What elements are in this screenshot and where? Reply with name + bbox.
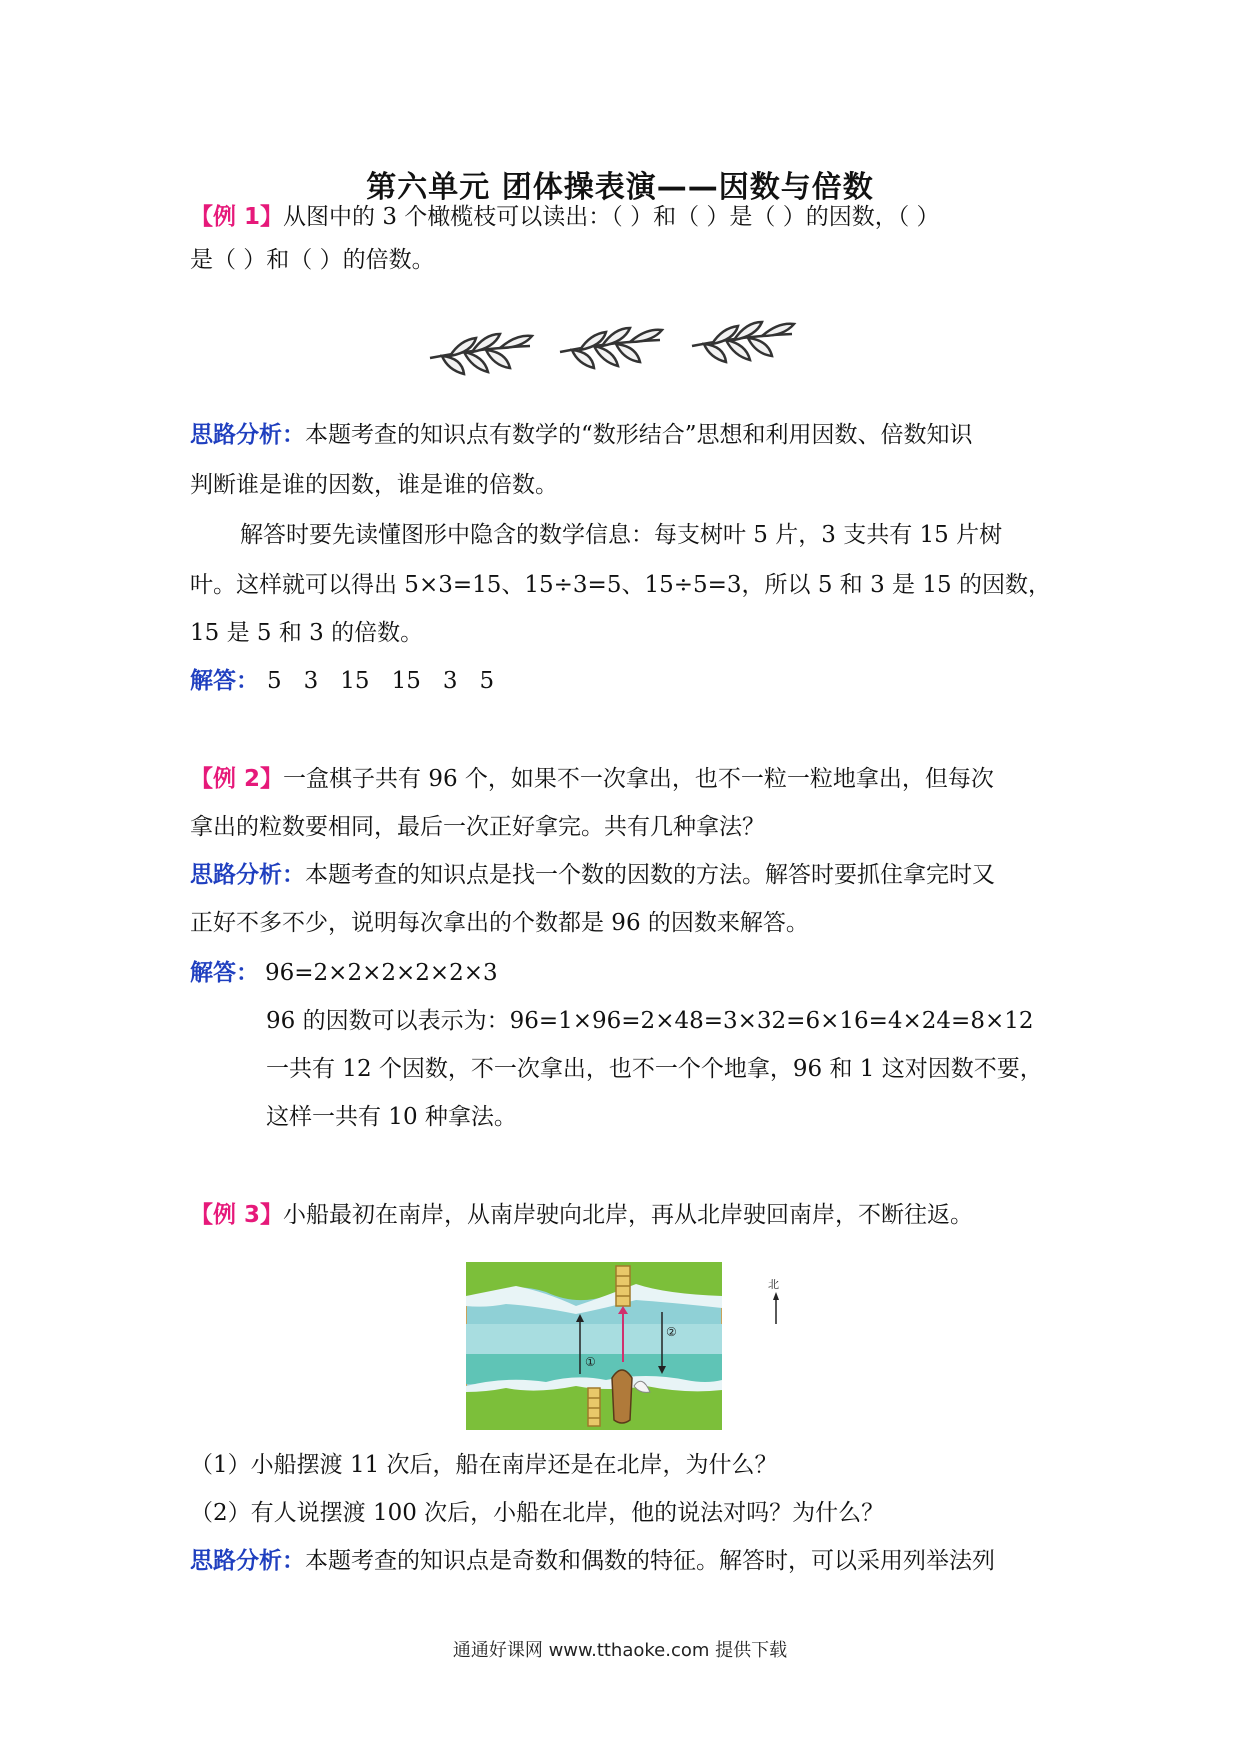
ex2-answer-line2: 96 的因数可以表示为：96=1×96=2×48=3×32=6×16=4×24=8×12 (266, 1008, 1034, 1034)
ex3-analysis-text1: 本题考查的知识点是奇数和偶数的特征。解答时，可以采用列举法列 (305, 1548, 995, 1574)
compass-north-label: 北 (768, 1278, 779, 1291)
ex2-answer-line1 (190, 956, 1060, 990)
ex2-answer-text1: 96=2×2×2×2×2×3 (265, 960, 498, 986)
ex3-subquestion-2: （2）有人说摆渡 100 次后，小船在北岸，他的说法对吗？为什么？ (190, 1500, 885, 1526)
ex2-question-line2: 拿出的粒数要相同，最后一次正好拿完。共有几种拿法？ (190, 814, 765, 840)
ex2-answer-label: 解答： (190, 960, 259, 986)
ex2-answer-line4: 这样一共有 10 种拿法。 (266, 1104, 517, 1130)
olive-branch-2 (560, 328, 662, 368)
north-compass (764, 1276, 788, 1328)
page-footer: 通通好课网 www.tthaoke.com 提供下载 (452, 1640, 788, 1661)
ex1-analysis-line1 (190, 418, 1060, 452)
south-dock (588, 1388, 600, 1426)
ex1-para2-line2: 叶。这样就可以得出 5×3=15、15÷3=5、15÷5=3，所以 5 和 3 是 15 的因数， (190, 572, 1051, 598)
olive-branch-3 (692, 322, 794, 362)
ex1-analysis-line2: 判断谁是谁的因数，谁是谁的倍数。 (190, 472, 558, 498)
ex2-analysis-line2: 正好不多不少，说明每次拿出的个数都是 96 的因数来解答。 (190, 910, 809, 936)
ex1-question-line2: 是（ ）和（ ）的倍数。 (190, 247, 435, 273)
boat (612, 1370, 632, 1423)
arrow-2-label: ② (666, 1325, 677, 1339)
ferry-river-illustration (466, 1262, 722, 1430)
ex1-answer-value: 15 (340, 668, 370, 694)
ex1-analysis-text1: 本题考查的知识点有数学的“数形结合”思想和利用因数、倍数知识 (305, 422, 973, 448)
arrow-1-label: ① (585, 1355, 596, 1369)
ex2-question-line1 (190, 762, 1060, 796)
ex1-question-line1 (190, 200, 1060, 234)
ex1-answer-value: 5 (267, 668, 282, 694)
ex2-question-text1: 一盒棋子共有 96 个，如果不一次拿出，也不一粒一粒地拿出，但每次 (283, 766, 994, 792)
ex1-answer-value: 15 (391, 668, 421, 694)
ex2-answer-line3: 一共有 12 个因数，不一次拿出，也不一个个地拿，96 和 1 这对因数不要， (266, 1056, 1043, 1082)
ex3-label: 【例 3】 (190, 1202, 284, 1228)
ex1-answer-value: 3 (442, 668, 458, 694)
ex1-analysis-label: 思路分析： (190, 422, 305, 448)
ex1-answer-value: 5 (479, 668, 495, 694)
ex2-analysis-line1 (190, 858, 1060, 892)
ex1-question-text1: 从图中的 3 个橄榄枝可以读出：（ ）和（ ）是（ ）的因数，（ ） (283, 204, 940, 230)
ex1-para2-line3: 15 是 5 和 3 的倍数。 (190, 620, 424, 646)
ex1-label: 【例 1】 (190, 204, 284, 230)
ex1-para2-line1: 解答时要先读懂图形中隐含的数学信息：每支树叶 5 片，3 支共有 15 片树 (240, 522, 1003, 548)
ex2-analysis-label: 思路分析： (190, 862, 305, 888)
ex3-analysis-line1 (190, 1544, 1060, 1578)
ex3-subquestion-1: （1）小船摆渡 11 次后，船在南岸还是在北岸，为什么？ (190, 1452, 778, 1478)
olive-branch-1 (430, 334, 532, 374)
ex1-answer-line (190, 664, 1060, 698)
ex3-analysis-label: 思路分析： (190, 1548, 305, 1574)
ex2-analysis-text1: 本题考查的知识点是找一个数的因数的方法。解答时要抓住拿完时又 (305, 862, 995, 888)
page-title: 第六单元 团体操表演——因数与倍数 (366, 170, 874, 205)
ex1-answer-value: 3 (303, 668, 319, 694)
ex2-label: 【例 2】 (190, 766, 284, 792)
ex3-question-line1 (190, 1198, 1060, 1232)
olive-branches-illustration (420, 318, 820, 388)
ex1-answer-label: 解答： (190, 668, 259, 694)
ex3-question-text1: 小船最初在南岸，从南岸驶向北岸，再从北岸驶回南岸，不断往返。 (283, 1202, 974, 1228)
